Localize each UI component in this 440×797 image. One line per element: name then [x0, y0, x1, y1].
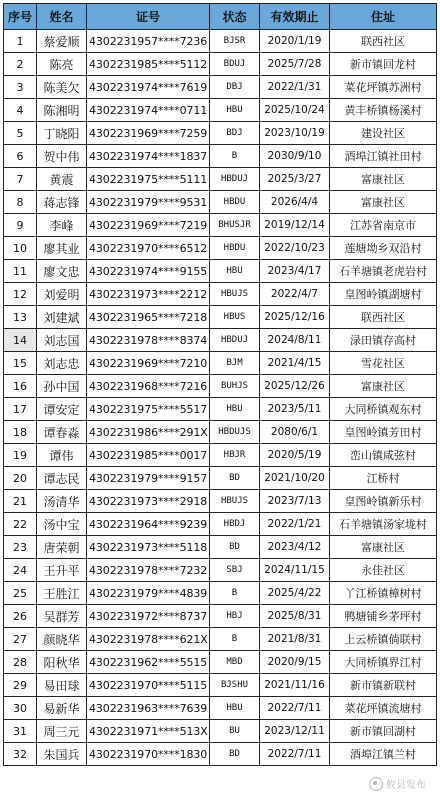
cell-name[interactable]: 谭伟	[37, 444, 87, 467]
cell-expiry[interactable]: 2022/7/11	[260, 697, 330, 720]
cell-expiry[interactable]: 2021/10/20	[260, 467, 330, 490]
cell-no[interactable]: 12	[4, 283, 37, 306]
cell-status[interactable]: BD	[210, 467, 260, 490]
cell-status[interactable]: BDUJ	[210, 53, 260, 76]
cell-status[interactable]: HBU	[210, 697, 260, 720]
cell-status[interactable]: HBUJS	[210, 490, 260, 513]
cell-expiry[interactable]: 2022/1/31	[260, 76, 330, 99]
cell-name[interactable]: 蒋志锋	[37, 191, 87, 214]
cell-address[interactable]: 峦山镇咸弦村	[330, 444, 437, 467]
cell-status[interactable]: B	[210, 582, 260, 605]
cell-name[interactable]: 刘爱明	[37, 283, 87, 306]
cell-status[interactable]: SBJ	[210, 559, 260, 582]
cell-address[interactable]: 雪花社区	[330, 352, 437, 375]
cell-expiry[interactable]: 2023/7/13	[260, 490, 330, 513]
cell-address[interactable]: 皇图岭镇芳田村	[330, 421, 437, 444]
cell-id[interactable]: 4302231969****7219	[87, 214, 210, 237]
table-row	[4, 76, 437, 99]
table-row	[4, 283, 437, 306]
cell-name[interactable]: 廖其业	[37, 237, 87, 260]
cell-name[interactable]: 谭春淼	[37, 421, 87, 444]
table-row	[4, 559, 437, 582]
cell-status[interactable]: HBDUJ	[210, 168, 260, 191]
cell-no[interactable]: 8	[4, 191, 37, 214]
cell-name[interactable]: 蔡爱顺	[37, 30, 87, 53]
cell-no[interactable]: 13	[4, 306, 37, 329]
cell-id[interactable]: 4302231974****1837	[87, 145, 210, 168]
cell-status[interactable]: HBDU	[210, 237, 260, 260]
cell-id[interactable]: 4302231974****7619	[87, 76, 210, 99]
table-row	[4, 237, 437, 260]
cell-address[interactable]: 新市镇回龙村	[330, 53, 437, 76]
cell-no[interactable]: 1	[4, 30, 37, 53]
cell-id[interactable]: 4302231957****7236	[87, 30, 210, 53]
cell-status[interactable]: BJM	[210, 352, 260, 375]
cell-expiry[interactable]: 2022/1/21	[260, 513, 330, 536]
cell-expiry[interactable]: 2020/9/15	[260, 651, 330, 674]
cell-expiry[interactable]: 2022/7/11	[260, 743, 330, 766]
cell-status[interactable]: MBD	[210, 651, 260, 674]
cell-status[interactable]: HBJ	[210, 605, 260, 628]
cell-id[interactable]: 4302231986****291X	[87, 421, 210, 444]
cell-address[interactable]: 鸭塘铺乡茅坪村	[330, 605, 437, 628]
cell-address[interactable]: 富康社区	[330, 536, 437, 559]
cell-expiry[interactable]: 2023/4/17	[260, 260, 330, 283]
cell-status[interactable]: BJSR	[210, 30, 260, 53]
cell-address[interactable]: 建设社区	[330, 122, 437, 145]
cell-name[interactable]: 李峰	[37, 214, 87, 237]
table-row	[4, 306, 437, 329]
cell-expiry[interactable]: 2020/5/19	[260, 444, 330, 467]
cell-no[interactable]: 2	[4, 53, 37, 76]
table-row	[4, 421, 437, 444]
cell-id[interactable]: 4302231979****9157	[87, 467, 210, 490]
cell-status[interactable]: HBU	[210, 99, 260, 122]
cell-no[interactable]: 21	[4, 490, 37, 513]
cell-name[interactable]: 孙中国	[37, 375, 87, 398]
cell-no[interactable]: 14	[4, 329, 37, 352]
cell-expiry[interactable]: 2019/12/14	[260, 214, 330, 237]
cell-no[interactable]: 11	[4, 260, 37, 283]
cell-name[interactable]: 汤清华	[37, 490, 87, 513]
cell-status[interactable]: BUHJS	[210, 375, 260, 398]
cell-expiry[interactable]: 2020/1/19	[260, 30, 330, 53]
table-row	[4, 605, 437, 628]
cell-name[interactable]: 丁晓阳	[37, 122, 87, 145]
table-row	[4, 697, 437, 720]
table-row	[4, 536, 437, 559]
cell-expiry[interactable]: 2025/12/16	[260, 306, 330, 329]
cell-id[interactable]: 4302231973****2212	[87, 283, 210, 306]
table-row	[4, 582, 437, 605]
cell-name[interactable]: 刘志国	[37, 329, 87, 352]
cell-id[interactable]: 4302231971****513X	[87, 720, 210, 743]
cell-expiry[interactable]: 2025/8/31	[260, 605, 330, 628]
cell-no[interactable]: 28	[4, 651, 37, 674]
cell-name[interactable]: 阳秋华	[37, 651, 87, 674]
cell-no[interactable]: 22	[4, 513, 37, 536]
cell-address[interactable]: 石羊塘镇汤家垅村	[330, 513, 437, 536]
license-table	[3, 3, 437, 766]
table-row	[4, 490, 437, 513]
cell-expiry[interactable]: 2026/4/4	[260, 191, 330, 214]
cell-id[interactable]: 4302231985****0017	[87, 444, 210, 467]
cell-address[interactable]: 江苏省南京市	[330, 214, 437, 237]
col-header-address[interactable]: 住址	[330, 4, 437, 30]
cell-no[interactable]: 27	[4, 628, 37, 651]
cell-expiry[interactable]: 2023/10/19	[260, 122, 330, 145]
table-row	[4, 191, 437, 214]
cell-address[interactable]: 永佳社区	[330, 559, 437, 582]
cell-address[interactable]: 富康社区	[330, 168, 437, 191]
cell-id[interactable]: 4302231979****4839	[87, 582, 210, 605]
cell-id[interactable]: 4302231968****7216	[87, 375, 210, 398]
table-row	[4, 720, 437, 743]
table-row	[4, 329, 437, 352]
cell-no[interactable]: 30	[4, 697, 37, 720]
cell-address[interactable]: 江桥村	[330, 467, 437, 490]
cell-id[interactable]: 4302231969****7210	[87, 352, 210, 375]
table-row	[4, 375, 437, 398]
cell-id[interactable]: 4302231962****5515	[87, 651, 210, 674]
table-row	[4, 260, 437, 283]
cell-expiry[interactable]: 2024/8/11	[260, 329, 330, 352]
table-row	[4, 352, 437, 375]
cell-status[interactable]: BU	[210, 720, 260, 743]
table-row	[4, 99, 437, 122]
cell-no[interactable]: 26	[4, 605, 37, 628]
cell-id[interactable]: 4302231970****6512	[87, 237, 210, 260]
cell-status[interactable]: BJSHU	[210, 674, 260, 697]
cell-id[interactable]: 4302231974****9155	[87, 260, 210, 283]
table-row	[4, 651, 437, 674]
table-row	[4, 30, 437, 53]
table-row	[4, 145, 437, 168]
header-row	[4, 4, 437, 30]
cell-id[interactable]: 4302231972****8737	[87, 605, 210, 628]
cell-name[interactable]: 吴群芳	[37, 605, 87, 628]
cell-name[interactable]: 周三元	[37, 720, 87, 743]
cell-id[interactable]: 4302231969****7259	[87, 122, 210, 145]
cell-status[interactable]: HBUS	[210, 306, 260, 329]
cell-address[interactable]: 酒埠江镇兰村	[330, 743, 437, 766]
cell-address[interactable]: 菜花坪镇流塘村	[330, 697, 437, 720]
cell-expiry[interactable]: 2025/12/26	[260, 375, 330, 398]
cell-name[interactable]: 贺中伟	[37, 145, 87, 168]
cell-id[interactable]: 4302231965****7218	[87, 306, 210, 329]
cell-address[interactable]: 渌田镇存高村	[330, 329, 437, 352]
cell-expiry[interactable]: 2023/4/12	[260, 536, 330, 559]
table-row	[4, 674, 437, 697]
logo-icon	[369, 777, 383, 791]
cell-address[interactable]: 大同桥镇界江村	[330, 651, 437, 674]
cell-status[interactable]: HBUJS	[210, 283, 260, 306]
cell-address[interactable]: 皇图岭镇湖塘村	[330, 283, 437, 306]
table-row	[4, 513, 437, 536]
table-row	[4, 467, 437, 490]
cell-name[interactable]: 刘建斌	[37, 306, 87, 329]
cell-status[interactable]: BD	[210, 743, 260, 766]
cell-status[interactable]: B	[210, 145, 260, 168]
cell-name[interactable]: 颜晓华	[37, 628, 87, 651]
cell-name[interactable]: 谭志民	[37, 467, 87, 490]
table-row	[4, 53, 437, 76]
cell-address[interactable]: 富康社区	[330, 375, 437, 398]
cell-name[interactable]: 廖文忠	[37, 260, 87, 283]
cell-expiry[interactable]: 2025/7/28	[260, 53, 330, 76]
cell-no[interactable]: 6	[4, 145, 37, 168]
cell-status[interactable]: BD	[210, 536, 260, 559]
cell-status[interactable]: HBU	[210, 398, 260, 421]
cell-status[interactable]: BHUSJR	[210, 214, 260, 237]
cell-address[interactable]: 石羊塘镇老虎岩村	[330, 260, 437, 283]
cell-expiry[interactable]: 2025/4/22	[260, 582, 330, 605]
table-body	[4, 30, 437, 766]
cell-expiry[interactable]: 2023/5/11	[260, 398, 330, 421]
cell-expiry[interactable]: 2021/4/15	[260, 352, 330, 375]
cell-address[interactable]: 大同桥镇观东村	[330, 398, 437, 421]
cell-status[interactable]: B	[210, 628, 260, 651]
cell-expiry[interactable]: 2021/11/16	[260, 674, 330, 697]
cell-id[interactable]: 4302231975****5111	[87, 168, 210, 191]
col-header-name[interactable]: 姓名	[37, 4, 87, 30]
cell-name[interactable]: 王胜江	[37, 582, 87, 605]
cell-expiry[interactable]: 2023/12/11	[260, 720, 330, 743]
cell-name[interactable]: 朱国兵	[37, 743, 87, 766]
cell-no[interactable]: 32	[4, 743, 37, 766]
cell-name[interactable]: 王升平	[37, 559, 87, 582]
cell-status[interactable]: HBDU	[210, 191, 260, 214]
cell-no[interactable]: 19	[4, 444, 37, 467]
cell-no[interactable]: 16	[4, 375, 37, 398]
cell-address[interactable]: 黄丰桥镇杨溪村	[330, 99, 437, 122]
cell-id[interactable]: 4302231964****9239	[87, 513, 210, 536]
cell-name[interactable]: 谭安定	[37, 398, 87, 421]
cell-address[interactable]: 联西社区	[330, 30, 437, 53]
cell-address[interactable]: 上云桥镇倘联村	[330, 628, 437, 651]
cell-status[interactable]: HBDJ	[210, 513, 260, 536]
table-row	[4, 398, 437, 421]
cell-name[interactable]: 陈亮	[37, 53, 87, 76]
cell-expiry[interactable]: 2025/3/27	[260, 168, 330, 191]
cell-expiry[interactable]: 2025/10/24	[260, 99, 330, 122]
table-row	[4, 168, 437, 191]
cell-id[interactable]: 4302231970****5115	[87, 674, 210, 697]
cell-name[interactable]: 易新华	[37, 697, 87, 720]
cell-address[interactable]: 新市镇新联村	[330, 674, 437, 697]
cell-id[interactable]: 4302231963****7639	[87, 697, 210, 720]
cell-no[interactable]: 29	[4, 674, 37, 697]
cell-name[interactable]: 黄震	[37, 168, 87, 191]
cell-name[interactable]: 汤中宝	[37, 513, 87, 536]
cell-id[interactable]: 4302231978****621X	[87, 628, 210, 651]
cell-id[interactable]: 4302231978****7232	[87, 559, 210, 582]
cell-id[interactable]: 4302231975****5517	[87, 398, 210, 421]
cell-id[interactable]: 4302231970****1830	[87, 743, 210, 766]
cell-no[interactable]: 17	[4, 398, 37, 421]
cell-id[interactable]: 4302231978****8374	[87, 329, 210, 352]
cell-address[interactable]: 富康社区	[330, 191, 437, 214]
cell-no[interactable]: 20	[4, 467, 37, 490]
cell-status[interactable]: HBJR	[210, 444, 260, 467]
cell-name[interactable]: 刘志忠	[37, 352, 87, 375]
col-header-status[interactable]: 状态	[210, 4, 260, 30]
cell-name[interactable]: 易田球	[37, 674, 87, 697]
cell-no[interactable]: 15	[4, 352, 37, 375]
table-row	[4, 628, 437, 651]
cell-id[interactable]: 4302231985****5112	[87, 53, 210, 76]
cell-id[interactable]: 4302231979****9531	[87, 191, 210, 214]
cell-id[interactable]: 4302231973****5118	[87, 536, 210, 559]
col-header-no[interactable]: 序号	[4, 4, 37, 30]
watermark	[369, 776, 426, 791]
cell-status[interactable]: HBDUJ	[210, 329, 260, 352]
table-row	[4, 444, 437, 467]
cell-expiry[interactable]: 2022/4/7	[260, 283, 330, 306]
cell-expiry[interactable]: 2024/11/15	[260, 559, 330, 582]
cell-address[interactable]: 联西社区	[330, 306, 437, 329]
cell-expiry[interactable]: 2021/8/31	[260, 628, 330, 651]
cell-no[interactable]: 10	[4, 237, 37, 260]
spreadsheet	[3, 3, 436, 766]
cell-no[interactable]: 7	[4, 168, 37, 191]
watermark-text: 攸县发布	[386, 780, 426, 791]
cell-address[interactable]: 菜花坪镇苏洲村	[330, 76, 437, 99]
cell-no[interactable]: 3	[4, 76, 37, 99]
table-row	[4, 214, 437, 237]
cell-no[interactable]: 5	[4, 122, 37, 145]
table-row	[4, 122, 437, 145]
cell-id[interactable]: 4302231974****0711	[87, 99, 210, 122]
cell-no[interactable]: 18	[4, 421, 37, 444]
cell-status[interactable]: DBJ	[210, 76, 260, 99]
cell-no[interactable]: 9	[4, 214, 37, 237]
cell-expiry[interactable]: 2022/10/23	[260, 237, 330, 260]
cell-address[interactable]: 新市镇回湖村	[330, 720, 437, 743]
cell-expiry[interactable]: 2080/6/1	[260, 421, 330, 444]
cell-status[interactable]: BDJ	[210, 122, 260, 145]
cell-status[interactable]: HBU	[210, 260, 260, 283]
cell-address[interactable]: 酒埠江镇社田村	[330, 145, 437, 168]
cell-expiry[interactable]: 2030/9/10	[260, 145, 330, 168]
cell-address[interactable]: 皇图岭镇新乐村	[330, 490, 437, 513]
cell-no[interactable]: 25	[4, 582, 37, 605]
cell-id[interactable]: 4302231973****2918	[87, 490, 210, 513]
cell-no[interactable]: 4	[4, 99, 37, 122]
col-header-expiry[interactable]: 有效期止	[260, 4, 330, 30]
table-row	[4, 743, 437, 766]
cell-no[interactable]: 24	[4, 559, 37, 582]
cell-address[interactable]: 丫江桥镇樟树村	[330, 582, 437, 605]
cell-address[interactable]: 莲塘坳乡双沿村	[330, 237, 437, 260]
cell-no[interactable]: 31	[4, 720, 37, 743]
cell-no[interactable]: 23	[4, 536, 37, 559]
cell-name[interactable]: 陈湘明	[37, 99, 87, 122]
cell-name[interactable]: 陈美欠	[37, 76, 87, 99]
col-header-id[interactable]: 证号	[87, 4, 210, 30]
cell-status[interactable]: HBDUJS	[210, 421, 260, 444]
cell-name[interactable]: 唐荣朝	[37, 536, 87, 559]
